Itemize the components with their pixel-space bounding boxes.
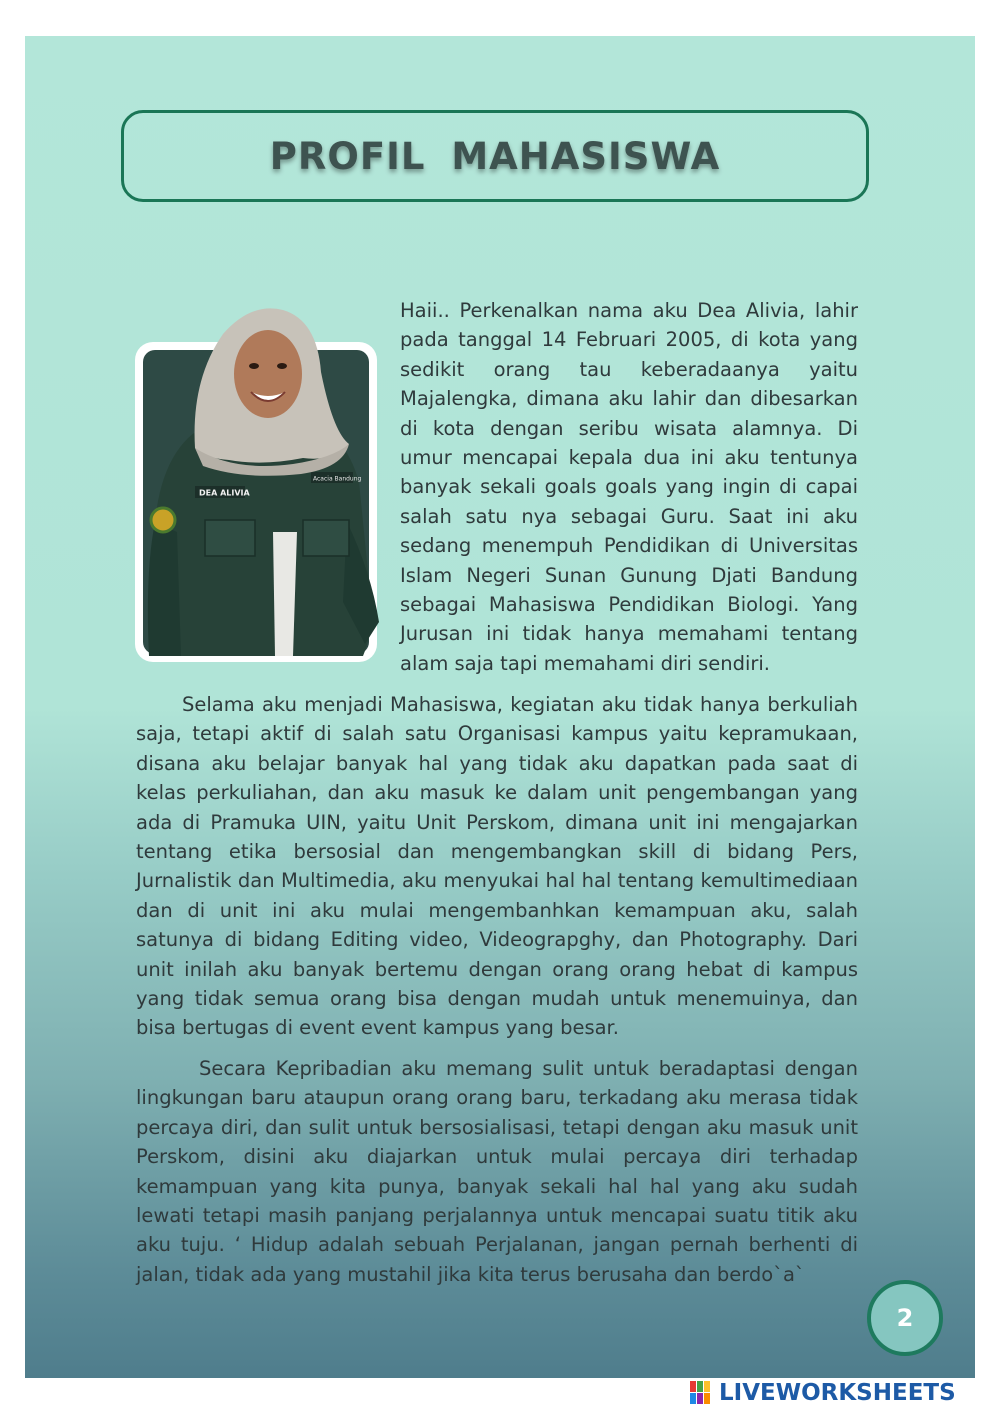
page-number: 2 <box>896 1304 914 1332</box>
page-number-badge <box>867 1280 943 1356</box>
brand-text: LIVEWORKSHEETS <box>719 1380 956 1406</box>
activities-paragraph: Selama aku menjadi Mahasiswa, kegiatan aku tidak hanya berkuliah saja, tetapi aktif di salah satu Organisasi kampus yaitu kepramukaan, disana aku belajar banyak hal yang tidak aku dapatkan pada saat di kelas perkuliahan, dan aku masuk ke dalam unit pengembangan yang ada di Pramuka UIN, yaitu Unit Perskom, dimana unit ini mengajarkan tentang etika bersosial dan mengembangkan skill di bidang Pers, Jurnalistik dan Multimedia, aku menyukai hal hal tentang kemultimediaan dan di unit ini aku mulai mengembanhkan kemampuan aku, salah satunya di bidang Editing video, Videograpghy, dan Photography. Dari unit inilah aku banyak bertemu dengan orang orang hebat di kampus yang tidak semua orang bisa dengan mudah untuk menemuinya, dan bisa bertugas di event event kampus yang besar. <box>136 693 858 1040</box>
name-tag-right-text: Acacia Bandung <box>313 475 362 483</box>
personality-paragraph: Secara Kepribadian aku memang sulit untuk beradaptasi dengan lingkungan baru ataupun orang orang baru, terkadang aku merasa tidak percaya diri, dan sulit untuk bersosialisasi, tetapi dengan aku masuk unit Perskom, disini aku diajarkan untuk mulai percaya diri terhadap kemampuan yang kita punya, banyak sekali hal hal yang aku sudah lewati tetapi masih panjang perjalannya untuk mencapai suatu titik aku aku tuju. ‘ Hidup adalah sebuah Perjalanan, jangan pernah berhenti di jalan, tidak ada yang mustahil jika kita terus berusaha dan berdo`a` <box>136 1057 858 1286</box>
intro-paragraph: Haii.. Perkenalkan nama aku Dea Alivia, lahir pada tanggal 14 Februari 2005, di kota yang sedikit orang tau keberadaanya yaitu Majalengka, dimana aku lahir dan dibesarkan di kota dengan seribu wisata alamnya. Di umur mencapai kepala dua ini aku tentunya banyak sekali goals goals yang ingin di capai salah satu nya sebagai Guru. Saat ini aku sedang menempuh Pendidikan di Universitas Islam Negeri Sunan Gunung Djati Bandung sebagai Mahasiswa Pendidikan Biologi. Yang Jurusan ini tidak hanya memahami tentang alam saja tapi memahami diri sendiri. <box>400 299 858 675</box>
name-tag-text: DEA ALIVIA <box>199 488 250 498</box>
page-title: PROFIL MAHASISWA <box>269 134 721 178</box>
liveworksheets-brand[interactable] <box>690 1378 956 1408</box>
liveworksheets-logo-icon <box>690 1381 716 1405</box>
student-photo <box>133 272 383 656</box>
title-banner <box>121 110 869 202</box>
worksheet-page <box>25 36 975 1378</box>
